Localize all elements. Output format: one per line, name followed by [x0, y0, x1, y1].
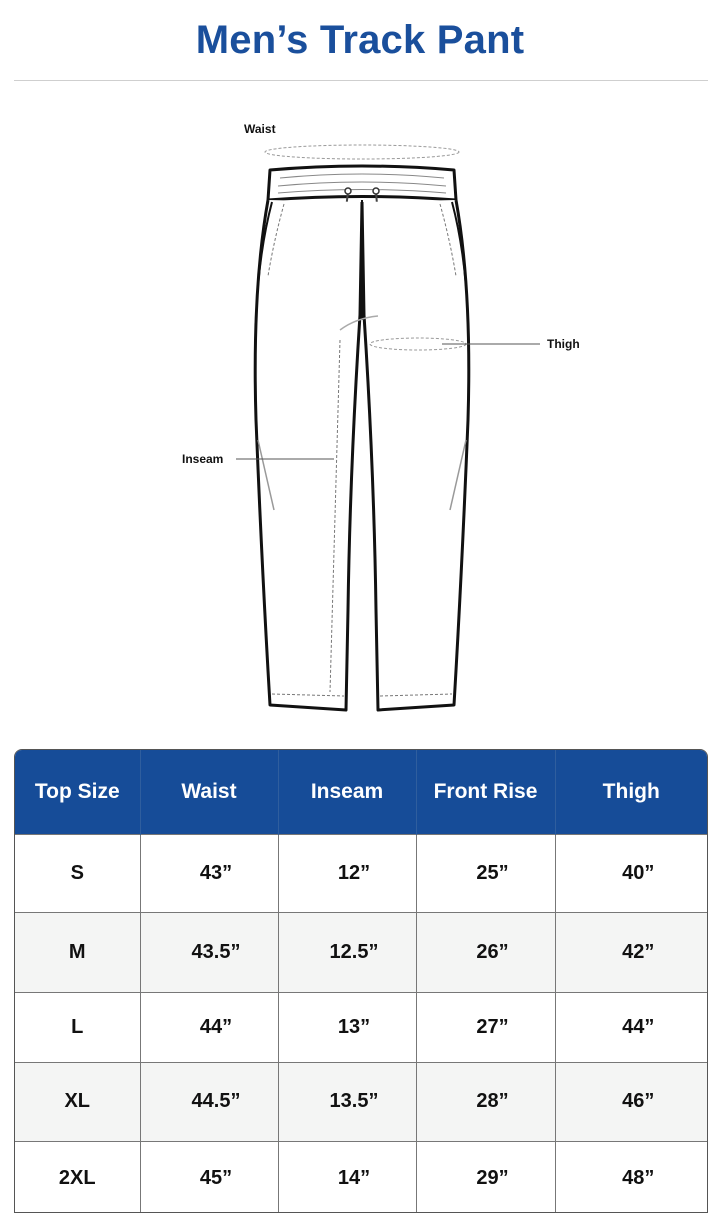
waist-label: Waist	[244, 122, 276, 136]
header-front-rise: Front Rise	[416, 750, 555, 834]
header-waist: Waist	[140, 750, 278, 834]
waist-cell: 43.5”	[140, 912, 278, 992]
table-row	[15, 834, 707, 912]
size-chart-table	[14, 749, 708, 1213]
table-row	[15, 1141, 707, 1213]
page-title: Men’s Track Pant	[195, 18, 525, 62]
waist-cell: 44.5”	[140, 1062, 278, 1141]
track-pant-illustration	[0, 90, 720, 730]
inseam-label: Inseam	[182, 452, 224, 466]
inseam-cell: 14”	[278, 1141, 416, 1213]
table-row	[15, 912, 707, 992]
table-header-row	[15, 750, 707, 834]
waistband	[268, 166, 456, 200]
inseam-cell: 13”	[278, 992, 416, 1062]
header-top-size: Top Size	[15, 750, 140, 834]
table-row	[15, 1062, 707, 1141]
waist-measure-ellipse	[265, 145, 459, 159]
left-leg-outline	[255, 200, 362, 710]
front-rise-cell: 28”	[416, 1062, 555, 1141]
inseam-cell: 12.5”	[278, 912, 416, 992]
thigh-cell: 44”	[555, 992, 707, 1062]
size-cell: S	[15, 834, 140, 912]
right-leg-outline	[362, 200, 469, 710]
waist-cell: 45”	[140, 1141, 278, 1213]
front-rise-cell: 27”	[416, 992, 555, 1062]
front-rise-cell: 29”	[416, 1141, 555, 1213]
table-row	[15, 992, 707, 1062]
size-cell: XL	[15, 1062, 140, 1141]
inseam-cell: 12”	[278, 834, 416, 912]
waist-cell: 43”	[140, 834, 278, 912]
front-rise-cell: 26”	[416, 912, 555, 992]
thigh-cell: 48”	[555, 1141, 707, 1213]
front-rise-cell: 25”	[416, 834, 555, 912]
thigh-cell: 42”	[555, 912, 707, 992]
header-thigh: Thigh	[602, 779, 660, 803]
thigh-label: Thigh	[547, 337, 580, 351]
title-divider	[14, 80, 708, 81]
waist-cell: 44”	[140, 992, 278, 1062]
size-cell: M	[15, 912, 140, 992]
size-cell: L	[15, 992, 140, 1062]
thigh-cell: 40”	[555, 834, 707, 912]
size-cell: 2XL	[15, 1141, 140, 1213]
header-inseam: Inseam	[278, 750, 416, 834]
inseam-cell: 13.5”	[278, 1062, 416, 1141]
thigh-cell: 46”	[555, 1062, 707, 1141]
